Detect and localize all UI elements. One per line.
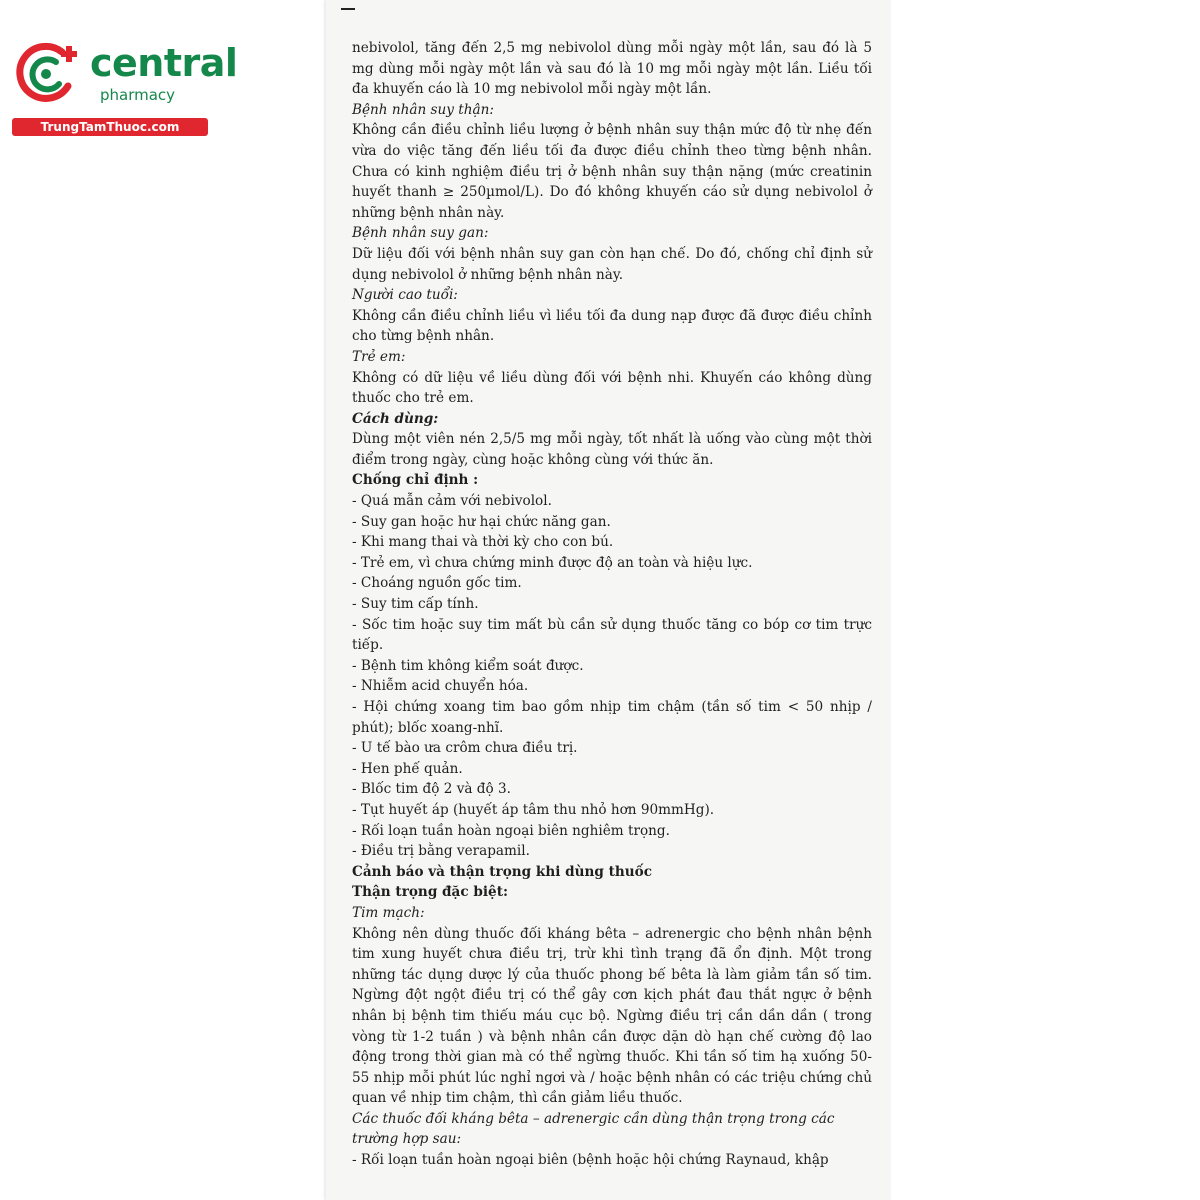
paragraph: Không có dữ liệu về liều dùng đối với bệnh nhi. Khuyến cáo không dùng thuốc cho trẻ em. bbox=[352, 369, 872, 407]
section-subheading: Bệnh nhân suy thận: bbox=[352, 101, 494, 118]
paragraph: Không cần điều chỉnh liều lượng ở bệnh nhân suy thận mức độ từ nhẹ đến vừa do việc tăng đến liều tối đa được điều chỉnh theo từng bệnh nhân. Chưa có kinh nghiệm điều trị ở bệnh nhân suy thận nặng (mức creatinin huyết thanh ≥ 250µmol/L). Do đó không khuyến cáo sử dụng nebivolol ở những bệnh nhân này. bbox=[352, 122, 872, 221]
section-subheading: Người cao tuổi: bbox=[352, 287, 458, 304]
section-subheading: Trẻ em: bbox=[352, 348, 406, 365]
list-item: - Điều trị bằng verapamil. bbox=[352, 843, 530, 860]
list-item: - Khi mang thai và thời kỳ cho con bú. bbox=[352, 534, 614, 551]
section-heading: Cách dùng: bbox=[352, 410, 439, 427]
section-subheading: Tim mạch: bbox=[352, 904, 425, 921]
section-heading: Chống chỉ định : bbox=[352, 472, 479, 489]
list-item: - Blốc tim độ 2 và độ 3. bbox=[352, 781, 511, 798]
central-logo-icon bbox=[12, 36, 86, 110]
page-corner-mark bbox=[341, 8, 355, 10]
paragraph: - Hội chứng xoang tim bao gồm nhịp tim chậm (tần số tim < 50 nhịp / phút); blốc xoang-nhĩ. bbox=[352, 699, 872, 736]
list-item: - Bệnh tim không kiểm soát được. bbox=[352, 657, 584, 674]
section-heading: Thận trọng đặc biệt: bbox=[352, 884, 508, 901]
list-item: - U tế bào ưa crôm chưa điều trị. bbox=[352, 740, 578, 757]
paragraph: Dùng một viên nén 2,5/5 mg mỗi ngày, tốt nhất là uống vào cùng một thời điểm trong ngày, cùng hoặc không cùng với thức ăn. bbox=[352, 431, 872, 468]
scanned-page bbox=[326, 0, 891, 1200]
paragraph: Không nên dùng thuốc đối kháng bêta – adrenergic cho bệnh nhân bệnh tim xung huyết chưa điều trị, trừ khi tình trạng đã ổn định. Một trong những tác dụng dược lý của thuốc phong bế bêta là làm giảm tần số tim. Ngừng đột ngột điều trị có thể gây cơn kịch phát đau thắt ngực ở bệnh nhân bị bệnh tim thiếu máu cục bộ. Ngừng điều trị cần dần dần ( trong vòng từ 1-2 tuần ) và bệnh nhân cần được dặn dò hạn chế cường độ lao động trong thời gian mà có thể ngừng thuốc. Khi tần số tim hạ xuống 50-55 nhịp mỗi phút lúc nghỉ ngơi và / hoặc bệnh nhân có các triệu chứng chủ quan về nhịp tim chậm, thì cần giảm liều thuốc. bbox=[352, 925, 872, 1107]
paragraph: - Sốc tim hoặc suy tim mất bù cần sử dụng thuốc tăng co bóp cơ tim trực tiếp. bbox=[352, 616, 872, 654]
list-item: - Trẻ em, vì chưa chứng minh được độ an toàn và hiệu lực. bbox=[352, 554, 753, 571]
list-item: - Choáng nguồn gốc tim. bbox=[352, 575, 522, 592]
paragraph: nebivolol, tăng đến 2,5 mg nebivolol dùng mỗi ngày một lần, sau đó là 5 mg dùng mỗi ngày một lần và sau đó là 10 mg mỗi ngày một lần. Liều tối đa khuyến cáo là 10 mg nebivolol mỗi ngày một lần. bbox=[352, 40, 872, 98]
section-subheading: Các thuốc đối kháng bêta – adrenergic cần dùng thận trọng trong các trường hợp sau: bbox=[352, 1110, 835, 1148]
paragraph: Không cần điều chỉnh liều vì liều tối đa dung nạp được đã được điều chỉnh cho từng bệnh nhân. bbox=[352, 307, 872, 345]
list-item: - Suy tim cấp tính. bbox=[352, 596, 479, 613]
logo-url-badge: TrungTamThuoc.com bbox=[12, 118, 208, 136]
paragraph: - Rối loạn tuần hoàn ngoại biên (bệnh hoặc hội chứng Raynaud, khập bbox=[352, 1152, 829, 1169]
list-item: - Rối loạn tuần hoàn ngoại biên nghiêm trọng. bbox=[352, 822, 670, 839]
logo-sub-text: pharmacy bbox=[100, 86, 176, 104]
list-item: - Quá mẫn cảm với nebivolol. bbox=[352, 493, 552, 510]
document-text bbox=[352, 38, 872, 1171]
list-item: - Nhiễm acid chuyển hóa. bbox=[352, 678, 529, 695]
paragraph: Dữ liệu đối với bệnh nhân suy gan còn hạn chế. Do đó, chống chỉ định sử dụng nebivolol ở những bệnh nhân này. bbox=[352, 245, 872, 283]
list-item: - Hen phế quản. bbox=[352, 760, 463, 777]
section-subheading: Bệnh nhân suy gan: bbox=[352, 225, 489, 242]
section-heading: Cảnh báo và thận trọng khi dùng thuốc bbox=[352, 863, 652, 880]
list-item: - Tụt huyết áp (huyết áp tâm thu nhỏ hơn 90mmHg). bbox=[352, 801, 715, 818]
list-item: - Suy gan hoặc hư hại chức năng gan. bbox=[352, 513, 611, 530]
logo-brand-text: central bbox=[90, 41, 238, 85]
central-pharmacy-logo[interactable] bbox=[12, 36, 238, 136]
